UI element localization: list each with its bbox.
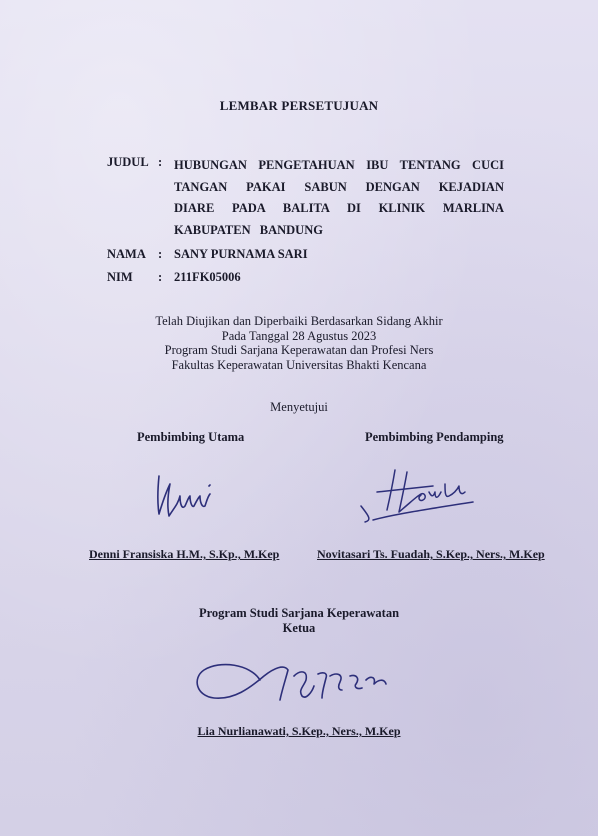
primary-supervisor-role: Pembimbing Utama — [137, 430, 245, 444]
statement-line-2: Pada Tanggal 28 Agustus 2023 — [221, 328, 377, 343]
nama-label: NAMA — [107, 247, 146, 261]
program-head-title — [0, 606, 598, 635]
nama-colon: : — [158, 247, 163, 261]
secondary-supervisor-role: Pembimbing Pendamping — [365, 430, 504, 444]
head-role: Ketua — [282, 620, 316, 635]
student-name: SANY PURNAMA SARI — [174, 247, 308, 261]
statement-line-3: Program Studi Sarjana Keperawatan dan Profesi Ners — [164, 343, 434, 357]
page-title: LEMBAR PERSETUJUAN — [219, 98, 379, 113]
program-head-signature — [190, 650, 410, 710]
program-head-name-wrapper — [0, 724, 598, 739]
secondary-supervisor-signature — [355, 462, 495, 532]
secondary-supervisor-name: Novitasari Ts. Fuadah, S.Kep., Ners., M.Kep — [317, 547, 545, 561]
primary-supervisor-name: Denni Fransiska H.M., S.Kp., M.Kep — [89, 547, 280, 561]
approval-label: Menyetujui — [270, 400, 328, 414]
judul-label: JUDUL — [107, 155, 149, 169]
nim-label: NIM — [107, 270, 133, 284]
nim-colon: : — [158, 270, 163, 284]
program-head-name: Lia Nurlianawati, S.Kep., Ners., M.Kep — [197, 724, 401, 738]
exam-statement — [0, 314, 598, 372]
primary-supervisor-signature — [150, 466, 220, 526]
judul-colon: : — [158, 155, 163, 169]
statement-line-1: Telah Diujikan dan Diperbaiki Berdasarkan Sidang Akhir — [155, 314, 443, 328]
program-name: Program Studi Sarjana Keperawatan — [198, 606, 400, 620]
thesis-title: HUBUNGAN PENGETAHUAN IBU TENTANG CUCI TANGAN PAKAI SABUN DENGAN KEJADIAN DIARE PADA BALITA DI KLINIK MARLINA KABUPATEN BANDUNG — [174, 158, 504, 237]
statement-line-4: Fakultas Keperawatan Universitas Bhakti Kencana — [171, 357, 427, 372]
student-id: 211FK05006 — [174, 270, 241, 284]
